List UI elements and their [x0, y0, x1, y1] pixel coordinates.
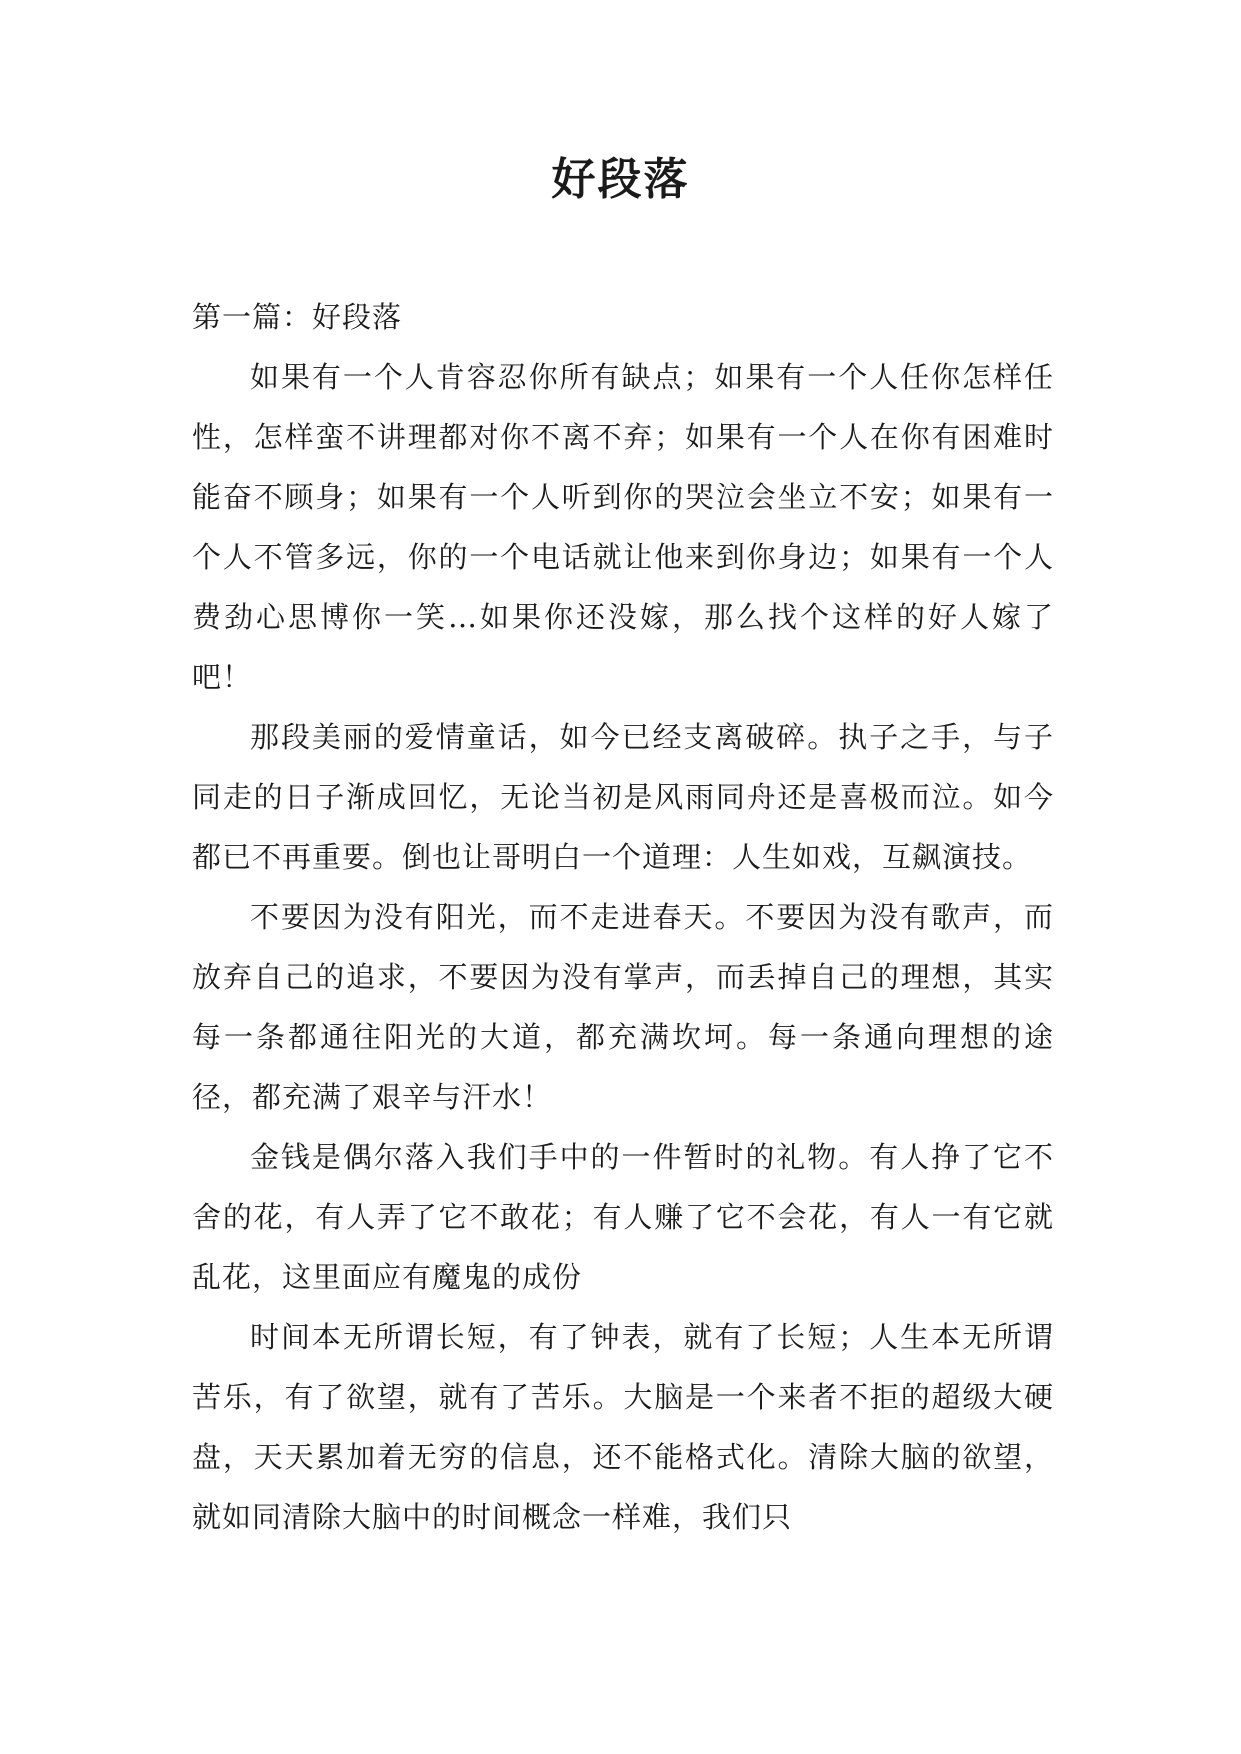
document-body: [192, 287, 1054, 1547]
paragraph-3: 不要因为没有阳光，而不走进春天。不要因为没有歌声，而放弃自己的追求，不要因为没有掌声，而丢掉自己的理想，其实每一条都通往阳光的大道，都充满坎坷。每一条通向理想的途径，都充满了艰辛与汗水！: [192, 900, 1054, 1114]
section-heading: 第一篇：好段落: [192, 300, 403, 334]
document-title: 好段落: [551, 154, 690, 205]
paragraph-4: 金钱是偶尔落入我们手中的一件暂时的礼物。有人挣了它不舍的花，有人弄了它不敢花；有人赚了它不会花，有人一有它就乱花，这里面应有魔鬼的成份: [192, 1140, 1054, 1294]
paragraph-5: 时间本无所谓长短，有了钟表，就有了长短；人生本无所谓苦乐，有了欲望，就有了苦乐。大脑是一个来者不拒的超级大硬盘，天天累加着无穷的信息，还不能格式化。清除大脑的欲望，就如同清除大脑中的时间概念一样难，我们只: [192, 1320, 1054, 1534]
paragraph-2: 那段美丽的爱情童话，如今已经支离破碎。执子之手，与子同走的日子渐成回忆，无论当初是风雨同舟还是喜极而泣。如今都已不再重要。倒也让哥明白一个道理：人生如戏，互飙演技。: [192, 720, 1054, 874]
paragraph-1: 如果有一个人肯容忍你所有缺点；如果有一个人任你怎样任性，怎样蛮不讲理都对你不离不弃；如果有一个人在你有困难时能奋不顾身；如果有一个人听到你的哭泣会坐立不安；如果有一个人不管多远，你的一个电话就让他来到你身边；如果有一个人费劲心思博你一笑…如果你还没嫁，那么找个这样的好人嫁了吧！: [192, 360, 1054, 694]
